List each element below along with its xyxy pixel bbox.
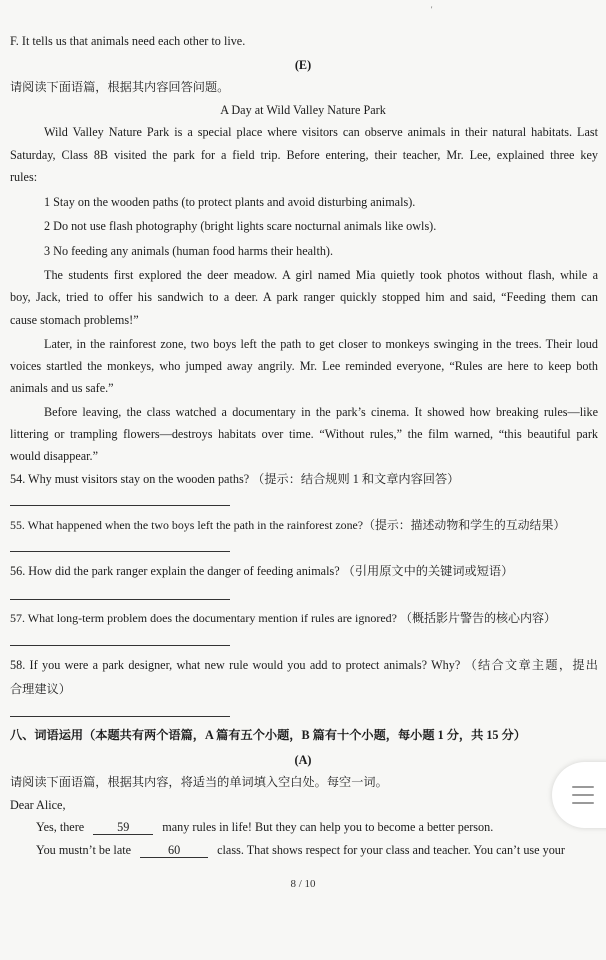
passage-line: Wild Valley Nature Park is a special place where visitors can observe animals in their natural habitats. Last [44, 125, 598, 139]
answer-line-54[interactable] [10, 505, 230, 506]
rule-2: 2 Do not use flash photography (bright lights scare nocturnal animals like owls). [44, 219, 437, 233]
passage-line: Saturday, Class 8B visited the park for a field trip. Before entering, their teacher, Mr. Lee, explained three key [10, 148, 598, 162]
section-e-heading: (E) [294, 58, 312, 72]
blank-59[interactable]: 59 [93, 821, 153, 835]
section-8-heading: 八、词语运用（本题共有两个语篇，A 篇有五个小题，B 篇有十个小题，每小题 1 分，共 15 分） [10, 728, 526, 742]
rule-3: 3 No feeding any animals (human food harms their health). [44, 244, 334, 258]
answer-line-57[interactable] [10, 645, 230, 646]
question-54: 54. Why must visitors stay on the wooden paths? （提示：结合规则 1 和文章内容回答） [10, 472, 460, 486]
stray-mark: ' [431, 5, 433, 14]
letter-text: You mustn’t be late [36, 843, 132, 857]
section-a-heading: (A) [294, 753, 312, 767]
passage-line: voices startled the monkeys, who jumped away angrily. Mr. Lee reminded everyone, “Rules are here to keep both [10, 359, 598, 373]
letter-line-1 [36, 819, 598, 835]
passage-line: rules: [10, 170, 38, 184]
letter-line-2 [36, 842, 598, 858]
letter-text: class. That shows respect for your class and teacher. You can’t use your [217, 843, 565, 857]
passage-line: The students first explored the deer meadow. A girl named Mia quietly took photos without flash, while a [44, 268, 598, 282]
letter-greeting: Dear Alice, [10, 798, 66, 812]
menu-icon [572, 802, 594, 804]
passage-line: Later, in the rainforest zone, two boys left the path to get closer to monkeys swinging in the trees. Their loud [44, 337, 598, 351]
answer-line-56[interactable] [10, 599, 230, 600]
question-56: 56. How did the park ranger explain the danger of feeding animals? （引用原文中的关键词或短语） [10, 564, 514, 578]
letter-text: many rules in life! But they can help you to become a better person. [162, 820, 494, 834]
answer-line-55[interactable] [10, 551, 230, 552]
passage-line: cause stomach problems!” [10, 313, 139, 327]
question-55: 55. What happened when the two boys left the path in the rainforest zone?（提示：描述动物和学生的互动结果） [10, 518, 566, 532]
passage-line: would disappear.” [10, 449, 98, 463]
passage-title: A Day at Wild Valley Nature Park [220, 103, 386, 117]
blank-60[interactable]: 60 [140, 844, 208, 858]
passage-line: Before leaving, the class watched a documentary in the park’s cinema. It showed how breaking rules—like [44, 405, 598, 419]
letter-text: Yes, there [36, 820, 85, 834]
answer-line-58[interactable] [10, 716, 230, 717]
passage-line: animals and us safe.” [10, 381, 114, 395]
menu-icon [572, 794, 594, 796]
question-57: 57. What long-term problem does the documentary mention if rules are ignored? （概括影片警告的核心内容） [10, 611, 556, 625]
passage-line: littering or trampling flowers—destroys habitats over time. “Without rules,” the film warned, “this beautiful park [10, 427, 598, 441]
passage-line: boy, Jack, tried to offer his sandwich to a deer. A park ranger quickly stopped him and said, “Feeding them can [10, 290, 598, 304]
question-58-cont: 合理建议） [10, 682, 71, 696]
menu-icon [572, 786, 594, 788]
rule-1: 1 Stay on the wooden paths (to protect plants and avoid disturbing animals). [44, 195, 416, 209]
reading-instruction: 请阅读下面语篇，根据其内容回答问题。 [10, 80, 230, 94]
question-58: 58. If you were a park designer, what new rule would you add to protect animals? Why? （结合文章主题，提出 [10, 658, 598, 672]
fill-instruction: 请阅读下面语篇，根据其内容，将适当的单词填入空白处。每空一词。 [10, 775, 388, 789]
page-number: 8 / 10 [290, 878, 316, 890]
option-f: F. It tells us that animals need each other to live. [10, 34, 246, 48]
